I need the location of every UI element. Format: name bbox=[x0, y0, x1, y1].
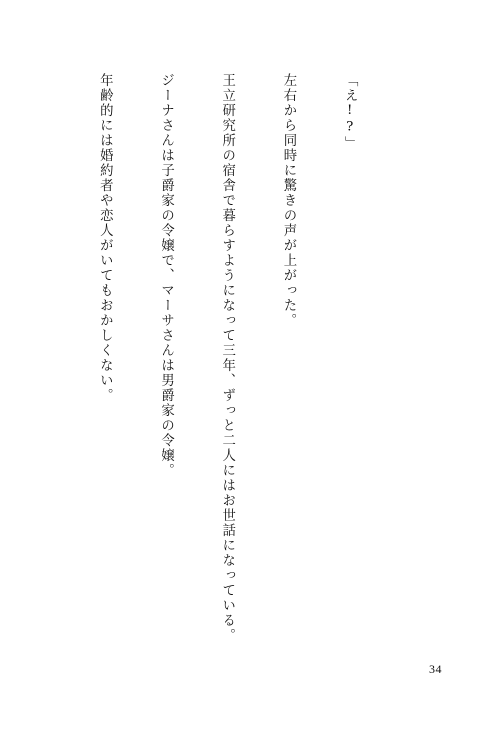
page-number: 34 bbox=[429, 662, 442, 676]
blank-line bbox=[33, 73, 53, 628]
text-line: 年齢的には婚約者や恋人がいてもおかしくない。 bbox=[97, 73, 113, 403]
text-line: 左右から同時に驚きの声が上がった。 bbox=[280, 73, 296, 328]
text-line: 王立研究所の宿舎で暮らすようになって三年、ずっと二人にはお世話になっている。 bbox=[219, 73, 235, 643]
text-line: 「え!?」 bbox=[342, 73, 358, 152]
body-text bbox=[80, 73, 400, 643]
text-line: ジーナさんは子爵家の令嬢で、マーサさんは男爵家の令嬢。 bbox=[158, 73, 174, 478]
